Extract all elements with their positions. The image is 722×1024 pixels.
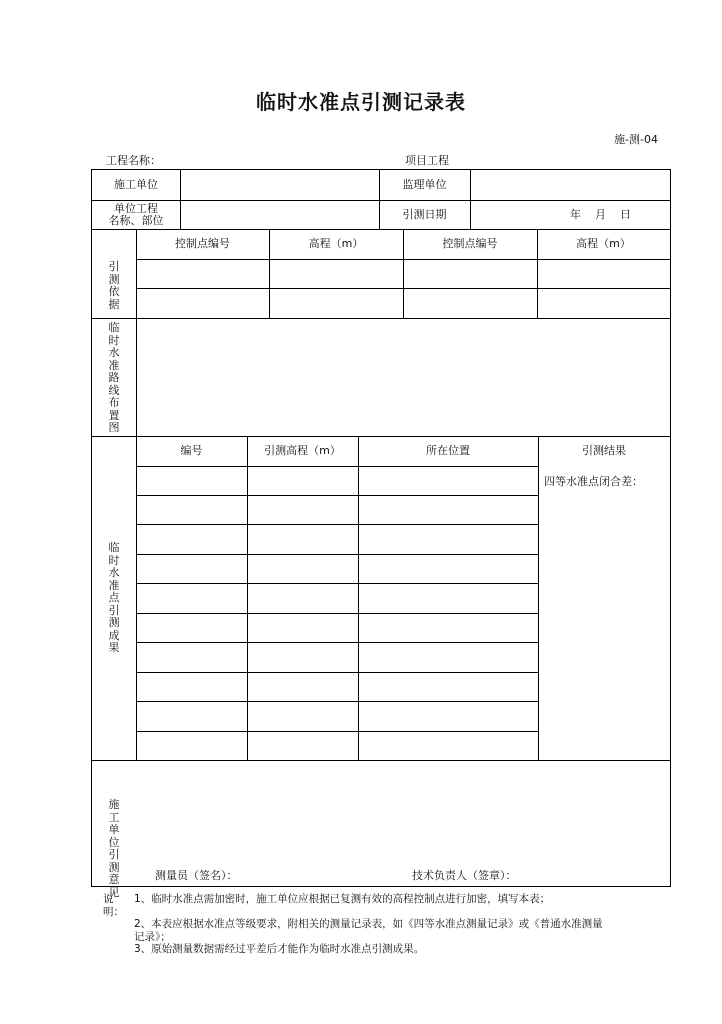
basis-header-elevation-2: 高程（m） bbox=[576, 237, 631, 250]
opinion-label-text: 施 工 单 位 引 测 意 见 bbox=[108, 798, 120, 899]
note-line-2: 2、本表应根据水准点等级要求，附相关的测量记录表，如《四等水准点测量记录》或《普通水准测量 bbox=[134, 918, 603, 930]
results-header-result: 引测结果 bbox=[582, 444, 626, 457]
basis-header-elevation-1: 高程（m） bbox=[308, 237, 364, 250]
construction-unit-label: 施工单位 bbox=[114, 178, 158, 191]
basis-header-control-point-1: 控制点编号 bbox=[175, 237, 230, 250]
survey-date-label: 引测日期 bbox=[402, 207, 447, 221]
layout-label-text: 临 时 水 准 路 线 布 置 图 bbox=[108, 321, 120, 434]
unit-project-label-line2: 名称、部位 bbox=[108, 213, 164, 227]
results-label-text: 临 时 水 准 点 引 测 成 果 bbox=[108, 541, 120, 654]
basis-label-text: 引测 依据 bbox=[108, 260, 120, 311]
basis-header-control-point-2: 控制点编号 bbox=[442, 237, 498, 250]
note-line-2-cont: 记录》； bbox=[134, 930, 171, 943]
layout-section-label bbox=[104, 322, 124, 435]
unit-project-field[interactable] bbox=[181, 200, 379, 229]
tech-lead-signature-label: 技术负责人（签章）： bbox=[412, 869, 517, 882]
form-title: 临时水准点引测记录表 bbox=[256, 90, 466, 114]
notes-block bbox=[103, 893, 683, 956]
opinion-section-label bbox=[104, 799, 124, 899]
form-code: 施-测-04 bbox=[614, 133, 658, 146]
project-label: 项目工程 bbox=[405, 154, 449, 167]
basis-section-label bbox=[104, 261, 124, 311]
results-section-label bbox=[104, 542, 124, 655]
surveyor-signature-label: 测量员（签名）： bbox=[155, 869, 238, 882]
note-line-3: 3、原始测量数据需经过平差后才能作为临时水准点引测成果。 bbox=[134, 943, 425, 955]
project-name-label: 工程名称： bbox=[106, 154, 161, 167]
closure-error-label: 四等水准点闭合差： bbox=[544, 475, 643, 488]
unit-project-label-line1: 单位工程 bbox=[114, 201, 158, 215]
construction-unit-field[interactable] bbox=[181, 170, 379, 200]
results-header-number: 编号 bbox=[180, 444, 203, 457]
unit-project-label bbox=[92, 200, 180, 229]
results-header-elevation: 引测高程（m） bbox=[264, 444, 341, 457]
route-layout-diagram-area[interactable] bbox=[137, 319, 670, 436]
supervision-unit-label: 监理单位 bbox=[402, 178, 447, 191]
supervision-unit-field[interactable] bbox=[471, 170, 670, 200]
results-header-location: 所在位置 bbox=[426, 444, 470, 457]
note-line-1: 1、临时水准点需加密时，施工单位应根据已复测有效的高程控制点进行加密，填写本表； bbox=[134, 893, 551, 905]
survey-date-field[interactable]: 年 月 日 bbox=[570, 207, 631, 221]
notes-label: 说明： bbox=[103, 893, 124, 918]
